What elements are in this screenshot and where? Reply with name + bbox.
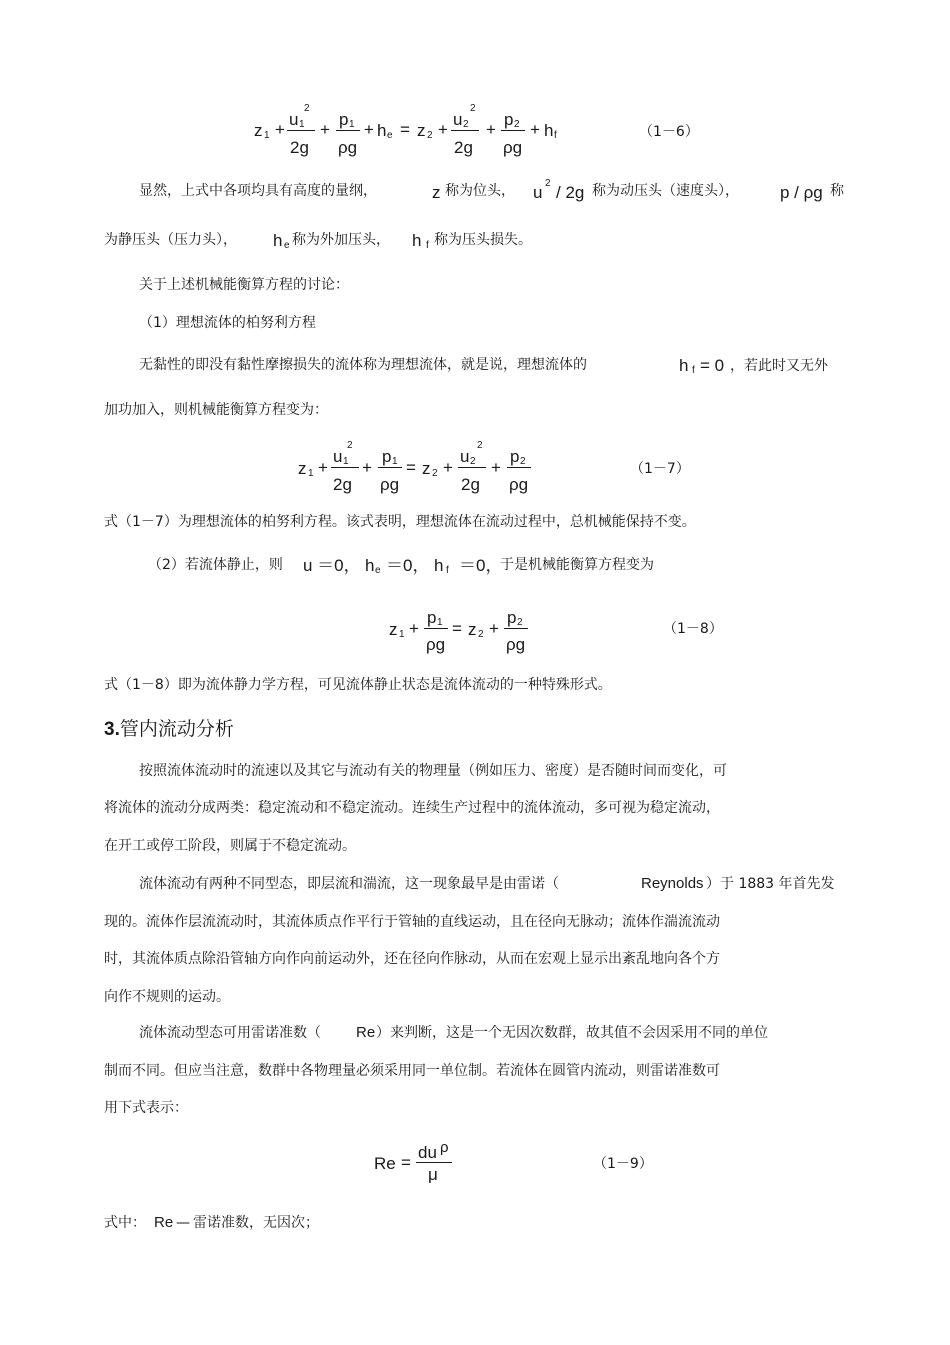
eq-sup: 2 [477,440,483,451]
fraction-bar [331,467,359,468]
eq-sub: 1 [437,617,443,628]
eq-u1: u [289,110,299,129]
equation-number: （1－8） [663,621,723,637]
symbol-u: u [533,183,543,202]
eq-z1: z [254,121,263,140]
eq-sub: f [554,130,557,141]
text: 于是机械能衡算方程变为 [500,557,654,573]
symbol-eq0: = 0 [700,356,725,375]
eq-sub: 2 [517,617,523,628]
eq-sub: 2 [470,456,476,467]
eq-z2: z [417,121,426,140]
fraction-bar [336,130,360,131]
section-number: 3. [104,719,120,740]
symbol-eq0: ＝0， [459,556,503,575]
text: 为静压头（压力头）， [104,232,237,248]
eq-2g: 2g [461,475,480,494]
symbol-hf: h [679,356,689,375]
eq-z2: z [422,459,431,478]
eq-equals: = [406,458,416,477]
paragraph-line: 按照流体流动时的流速以及其它与流动有关的物理量（例如压力、密度）是否随时间而变化，可 [139,763,727,779]
eq-u2: u [453,110,463,129]
symbol-hf: h [412,231,422,250]
eq-mu: μ [428,1165,438,1184]
fraction-bar [416,1162,452,1163]
section-heading [104,717,234,742]
eq-sup: 2 [347,440,353,451]
eq-p2: p [510,447,520,466]
re-symbol: Re [356,1024,376,1041]
paragraph-line: 时，其流体质点除沿管轴方向作向前运动外，还在径向作脉动，从而在宏观上显示出紊乱地向各个方 [104,951,720,967]
section-title: 管内流动分析 [119,718,234,740]
eq-sub: 2 [432,468,438,479]
eq-sub: f [446,565,449,576]
eq-equals: = [452,619,462,638]
eq-sub: 2 [478,629,484,640]
text: 称为压头损失。 [434,232,532,248]
symbol-2g: / 2g [556,183,585,202]
text: 称为外加压头， [292,232,390,248]
text: 流体流动型态可用雷诺准数（ [139,1025,321,1041]
eq-rhog: ρg [380,475,400,494]
eq-sub: 1 [392,456,398,467]
symbol-u0: u ＝0， [303,556,361,575]
text: 流体流动有两种不同型态，即层流和湍流，这一现象最早是由雷诺（ [139,876,559,892]
symbol-z: z [432,183,441,202]
paragraph: 加功加入，则机械能衡算方程变为： [104,402,328,418]
eq-sup: 2 [304,103,310,114]
eq-sub: 1 [264,130,270,141]
eq-sub: e [387,130,393,141]
eq-z2: z [468,620,477,639]
eq-plus: + [409,619,419,638]
eq-sub: 2 [514,119,520,130]
eq-sub: e [284,240,290,251]
eq-sub: 1 [343,456,349,467]
eq-sub: 1 [308,468,314,479]
fraction-bar [501,130,525,131]
paragraph-line: 向作不规则的运动。 [104,989,230,1005]
symbol-eq0: ＝0， [386,556,430,575]
eq-2g: 2g [454,138,473,157]
fraction-bar [507,467,531,468]
eq-sup: 2 [545,178,551,189]
eq-z1: z [298,459,307,478]
text: 式中： [104,1215,146,1231]
symbol-p-rhog: p / ρg [780,183,823,202]
paragraph: 关于上述机械能衡算方程的讨论： [139,277,349,293]
text: 无黏性的即没有黏性摩擦损失的流体称为理想流体，就是说，理想流体的 [139,357,587,373]
eq-p1: p [339,110,349,129]
fraction-bar [458,467,486,468]
eq-sub: f [692,365,695,376]
eq-plus: + [530,120,540,139]
eq-z1: z [389,620,398,639]
eq-plus: + [438,120,448,139]
dash: — [176,1215,190,1231]
eq-rhog: ρg [509,475,529,494]
eq-u1: u [333,447,343,466]
equation-number: （1－7） [630,461,690,477]
symbol-hf: h [434,556,444,575]
text: ）来判断，这是一个无因次数群，故其值不会因采用不同的单位 [376,1025,768,1041]
eq-plus: + [320,120,330,139]
eq-du: du [418,1143,437,1162]
eq-u2: u [460,447,470,466]
text: ，若此时又无外 [730,358,828,374]
fraction-bar [287,130,315,131]
eq-equals: = [401,1153,411,1172]
paragraph: 式（1－7）为理想流体的柏努利方程。该式表明，理想流体在流动过程中，总机械能保持不变。 [104,514,696,530]
eq-sub: 1 [349,119,355,130]
eq-re: Re [374,1154,396,1173]
eq-rhog: ρg [506,635,526,654]
eq-sub: e [375,565,381,576]
eq-p2: p [504,110,514,129]
fraction-bar [424,628,448,629]
eq-p2: p [507,608,517,627]
text: 雷诺准数，无因次； [193,1215,319,1231]
eq-plus: + [275,120,285,139]
text: 称为动压头（速度头）， [592,183,739,199]
text: （2）若流体静止，则 [148,557,283,573]
symbol-he: h [273,231,283,250]
text: 称 [830,183,844,199]
paragraph-line: 制而不同。但应当注意，数群中各物理量必须采用同一单位制。若流体在圆管内流动，则雷诺准数可 [104,1063,720,1079]
eq-plus: + [443,458,453,477]
paragraph-line: 将流体的流动分成两类：稳定流动和不稳定流动。连续生产过程中的流体流动，多可视为稳定流动， [104,800,720,816]
eq-plus: + [362,458,372,477]
fraction-bar [504,628,528,629]
eq-sub: 2 [463,119,469,130]
paragraph-line: 用下式表示： [104,1100,188,1116]
equation-number: （1－6） [639,124,699,140]
eq-plus: + [364,120,374,139]
eq-sub: f [426,240,429,251]
reynolds-name: Reynolds [641,875,704,892]
eq-rho: ρ [440,1139,449,1156]
paragraph: 式（1－8）即为流体静力学方程，可见流体静止状态是流体流动的一种特殊形式。 [104,677,612,693]
eq-sub: 2 [520,456,526,467]
symbol-he: h [365,556,375,575]
eq-plus: + [486,120,496,139]
eq-sub: 1 [399,629,405,640]
re-symbol: Re [154,1214,174,1231]
text: 显然，上式中各项均具有高度的量纲， [139,183,377,199]
eq-plus: + [318,458,328,477]
eq-rhog: ρg [338,138,358,157]
fraction-bar [378,467,402,468]
eq-sub: 2 [427,130,433,141]
eq-p1: p [427,608,437,627]
eq-rhog: ρg [426,635,446,654]
fraction-bar [451,130,479,131]
paragraph: （1）理想流体的柏努利方程 [139,315,316,331]
eq-plus: + [491,458,501,477]
text: 称为位头， [445,183,515,199]
equation-number: （1－9） [593,1156,653,1172]
eq-rhog: ρg [503,138,523,157]
eq-2g: 2g [333,475,352,494]
eq-sup: 2 [470,103,476,114]
paragraph-line: 现的。流体作层流流动时，其流体质点作平行于管轴的直线运动，且在径向无脉动；流体作湍流流动 [104,914,720,930]
eq-plus: + [489,619,499,638]
paragraph [139,181,377,201]
eq-he: h [377,121,387,140]
text: ）于 1883 年首先发 [706,876,835,892]
paragraph-line: 在开工或停工阶段，则属于不稳定流动。 [104,838,356,854]
eq-equals: = [400,120,410,139]
eq-hf: h [544,121,554,140]
eq-p1: p [382,447,392,466]
eq-2g: 2g [290,138,309,157]
eq-sub: 1 [299,119,305,130]
